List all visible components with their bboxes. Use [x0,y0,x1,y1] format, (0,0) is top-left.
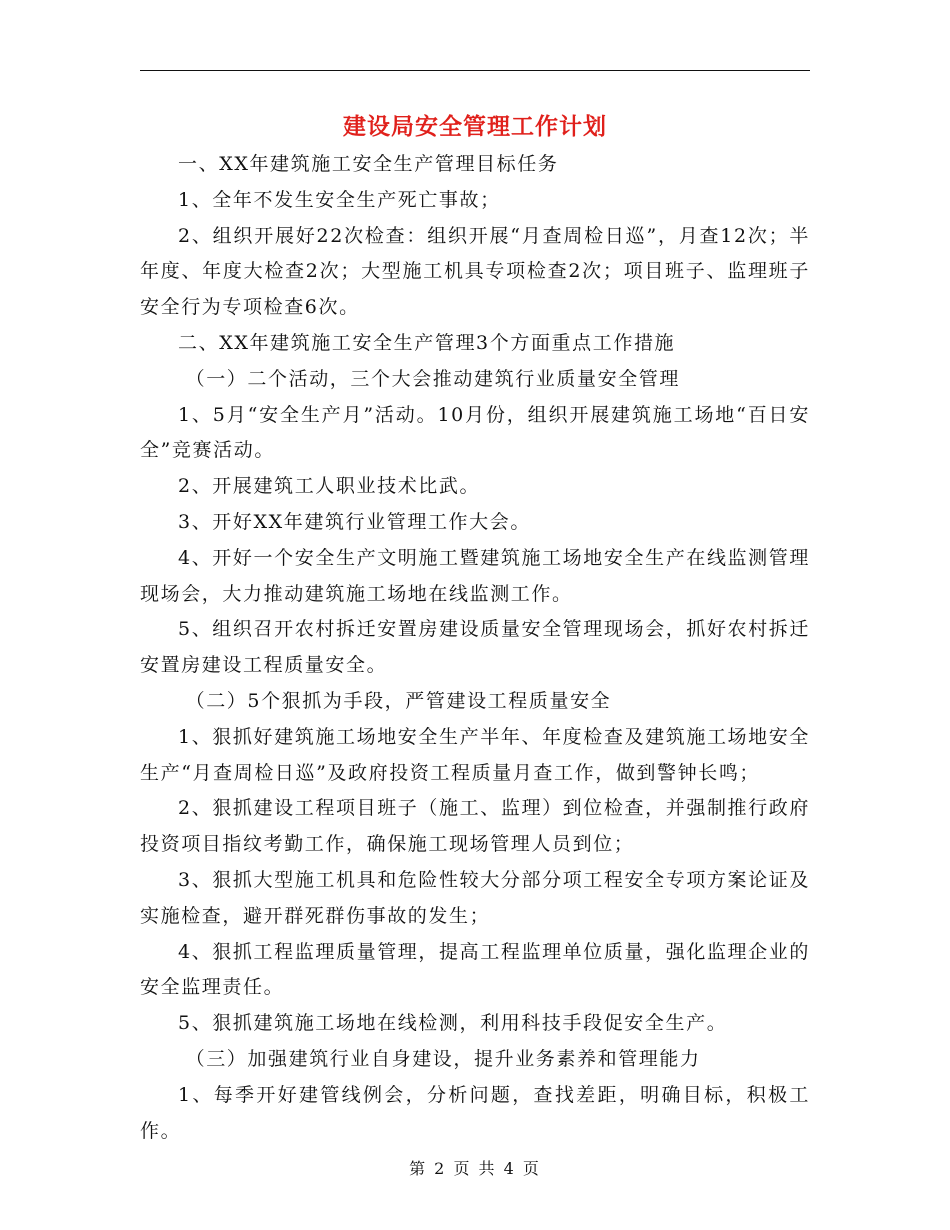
paragraph: 1、全年不发生安全生产死亡事故； [178,188,501,211]
section-heading: 一、XX年建筑施工安全生产管理目标任务 [178,153,559,175]
subsection-heading: （三）加强建筑行业自身建设，提升业务素养和管理能力 [185,1047,701,1070]
page-number: 第 2 页 共 4 页 [409,1159,541,1178]
page-footer [0,1156,950,1179]
paragraph: 5、组织召开农村拆迁安置房建设质量安全管理现场会，抓好农村拆迁安置房建设工程质量安全。 [140,618,810,677]
header-rule [140,70,810,71]
document-title: 建设局安全管理工作计划 [343,114,607,140]
section-heading: 二、XX年建筑施工安全生产管理3个方面重点工作措施 [178,331,676,354]
paragraph: 1、狠抓好建筑施工场地安全生产半年、年度检查及建筑施工场地安全生产“月查周检日巡”及政府投资工程质量月查工作，做到警钟长鸣； [140,725,810,784]
paragraph: 2、开展建筑工人职业技术比武。 [178,475,481,498]
paragraph: 4、狠抓工程监理质量管理，提高工程监理单位质量，强化监理企业的安全监理责任。 [140,940,810,999]
paragraph: 1、每季开好建管线例会，分析问题，查找差距，明确目标，积极工作。 [140,1083,810,1142]
subsection-heading: （二）5个狠抓为手段，严管建设工程质量安全 [185,689,612,712]
subsection-heading: （一）二个活动，三个大会推动建筑行业质量安全管理 [185,367,680,390]
paragraph: 3、开好XX年建筑行业管理工作大会。 [178,510,531,533]
paragraph: 1、5月“安全生产月”活动。10月份，组织开展建筑施工场地“百日安全”竞赛活动。 [140,403,810,462]
paragraph: 3、狠抓大型施工机具和危险性较大分部分项工程安全专项方案论证及实施检查，避开群死群伤事故的发生； [140,868,810,927]
document-body [140,147,810,1149]
paragraph: 2、组织开展好22次检查：组织开展“月查周检日巡”，月查12次；半年度、年度大检查2次；大型施工机具专项检查2次；项目班子、监理班子安全行为专项检查6次。 [140,224,810,319]
paragraph: 4、开好一个安全生产文明施工暨建筑施工场地安全生产在线监测管理现场会，大力推动建筑施工场地在线监测工作。 [140,546,810,605]
paragraph: 2、狠抓建设工程项目班子（施工、监理）到位检查，并强制推行政府投资项目指纹考勤工作，确保施工现场管理人员到位； [140,797,810,856]
paragraph: 5、狠抓建筑施工场地在线检测，利用科技手段促安全生产。 [178,1012,728,1035]
